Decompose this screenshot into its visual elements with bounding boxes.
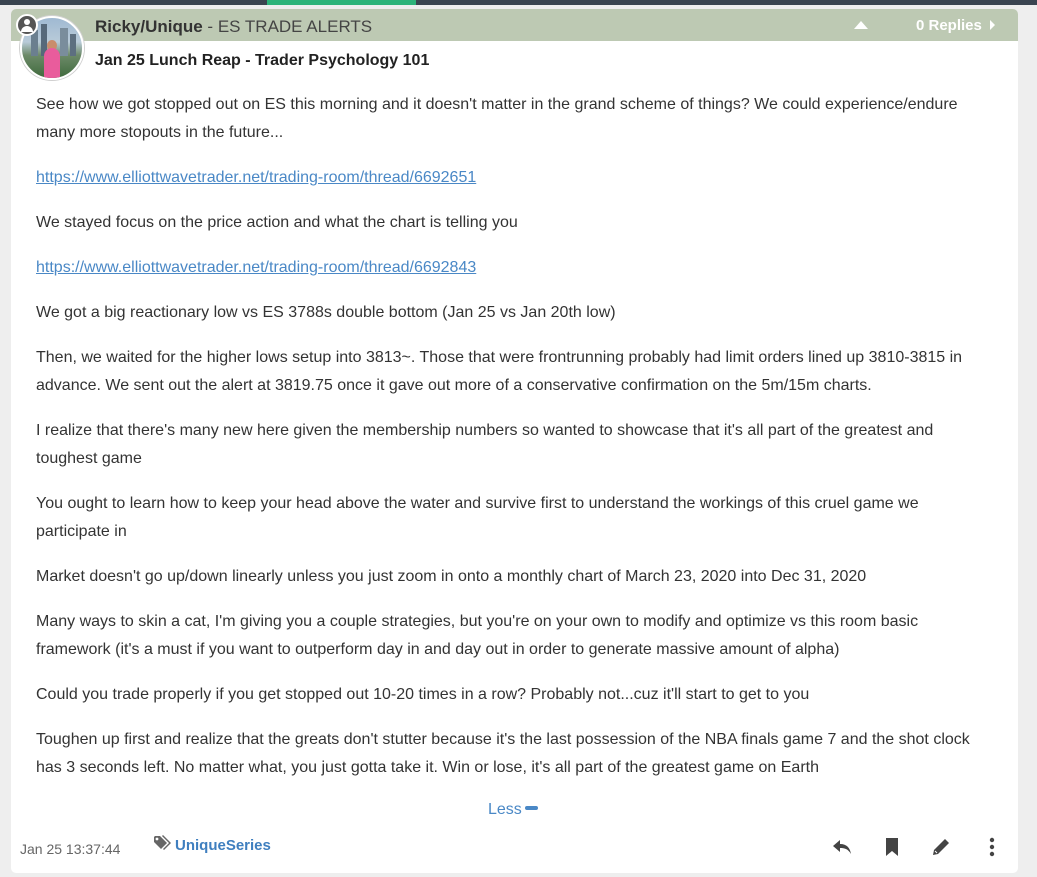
tag-label: UniqueSeries (175, 837, 271, 854)
pencil-icon[interactable] (929, 835, 953, 859)
post-header (11, 9, 1018, 41)
post-paragraph: Then, we waited for the higher lows setup into 3813~. Those that were frontrunning probably had limit orders lined up 3810-3815 in advance. We sent out the alert at 3819.75 once it gave out more of a conservative confirmation on the 5m/15m charts. (36, 349, 963, 394)
post-paragraph: We got a big reactionary low vs ES 3788s double bottom (Jan 25 vs Jan 20th low) (36, 304, 616, 321)
caret-up-icon[interactable] (854, 21, 868, 29)
post-paragraph: See how we got stopped out on ES this morning and it doesn't matter in the grand scheme of things? We could experience/endure many more stopouts in the future... (36, 96, 958, 141)
less-toggle[interactable] (488, 801, 538, 819)
reply-icon[interactable] (830, 835, 854, 859)
minus-icon (525, 806, 538, 810)
author-name[interactable]: Ricky/Unique (95, 17, 203, 36)
post-author-line (95, 17, 372, 37)
post-body (36, 91, 996, 799)
post-paragraph: Many ways to skin a cat, I'm giving you a couple strategies, but you're on your own to modify and optimize vs this room basic framework (it's a must if you want to outperform day in and day out in order to generate massive amount of alpha) (36, 613, 919, 658)
more-vertical-icon[interactable] (980, 835, 1004, 859)
author-separator: - (202, 17, 218, 36)
thread-link[interactable]: https://www.elliottwavetrader.net/trading-room/thread/6692843 (36, 259, 477, 276)
top-strip (0, 0, 1037, 5)
post-paragraph: I realize that there's many new here given the membership numbers so wanted to showcase that it's all part of the greatest and toughest game (36, 422, 934, 467)
tag-link[interactable] (153, 837, 271, 855)
thread-link[interactable]: https://www.elliottwavetrader.net/trading-room/thread/6692651 (36, 169, 477, 186)
post-paragraph: You ought to learn how to keep your head above the water and survive first to understand the workings of this cruel game we participate in (36, 495, 919, 540)
less-label: Less (488, 801, 522, 818)
replies-link[interactable]: 0 Replies (916, 17, 982, 34)
post-paragraph: Market doesn't go up/down linearly unless you just zoom in onto a monthly chart of March 23, 2020 into Dec 31, 2020 (36, 568, 867, 585)
bookmark-icon[interactable] (880, 835, 904, 859)
post-title: Jan 25 Lunch Reap - Trader Psychology 101 (95, 52, 430, 69)
caret-right-icon[interactable] (990, 20, 995, 30)
post-paragraph: Could you trade properly if you get stopped out 10-20 times in a row? Probably not...cuz it'll start to get to you (36, 686, 810, 703)
post-paragraph: We stayed focus on the price action and what the chart is telling you (36, 214, 518, 231)
room-name[interactable]: ES TRADE ALERTS (217, 17, 373, 36)
post-card (11, 9, 1018, 873)
tags-icon (153, 835, 173, 855)
user-icon (16, 14, 38, 36)
post-timestamp: Jan 25 13:37:44 (20, 841, 121, 857)
post-paragraph: Toughen up first and realize that the greats don't stutter because it's the last possession of the NBA finals game 7 and the shot clock has 3 seconds left. No matter what, you just gotta take it. Win or lose, it's all part of the greatest game on Earth (36, 731, 970, 776)
top-strip-accent (267, 0, 416, 5)
